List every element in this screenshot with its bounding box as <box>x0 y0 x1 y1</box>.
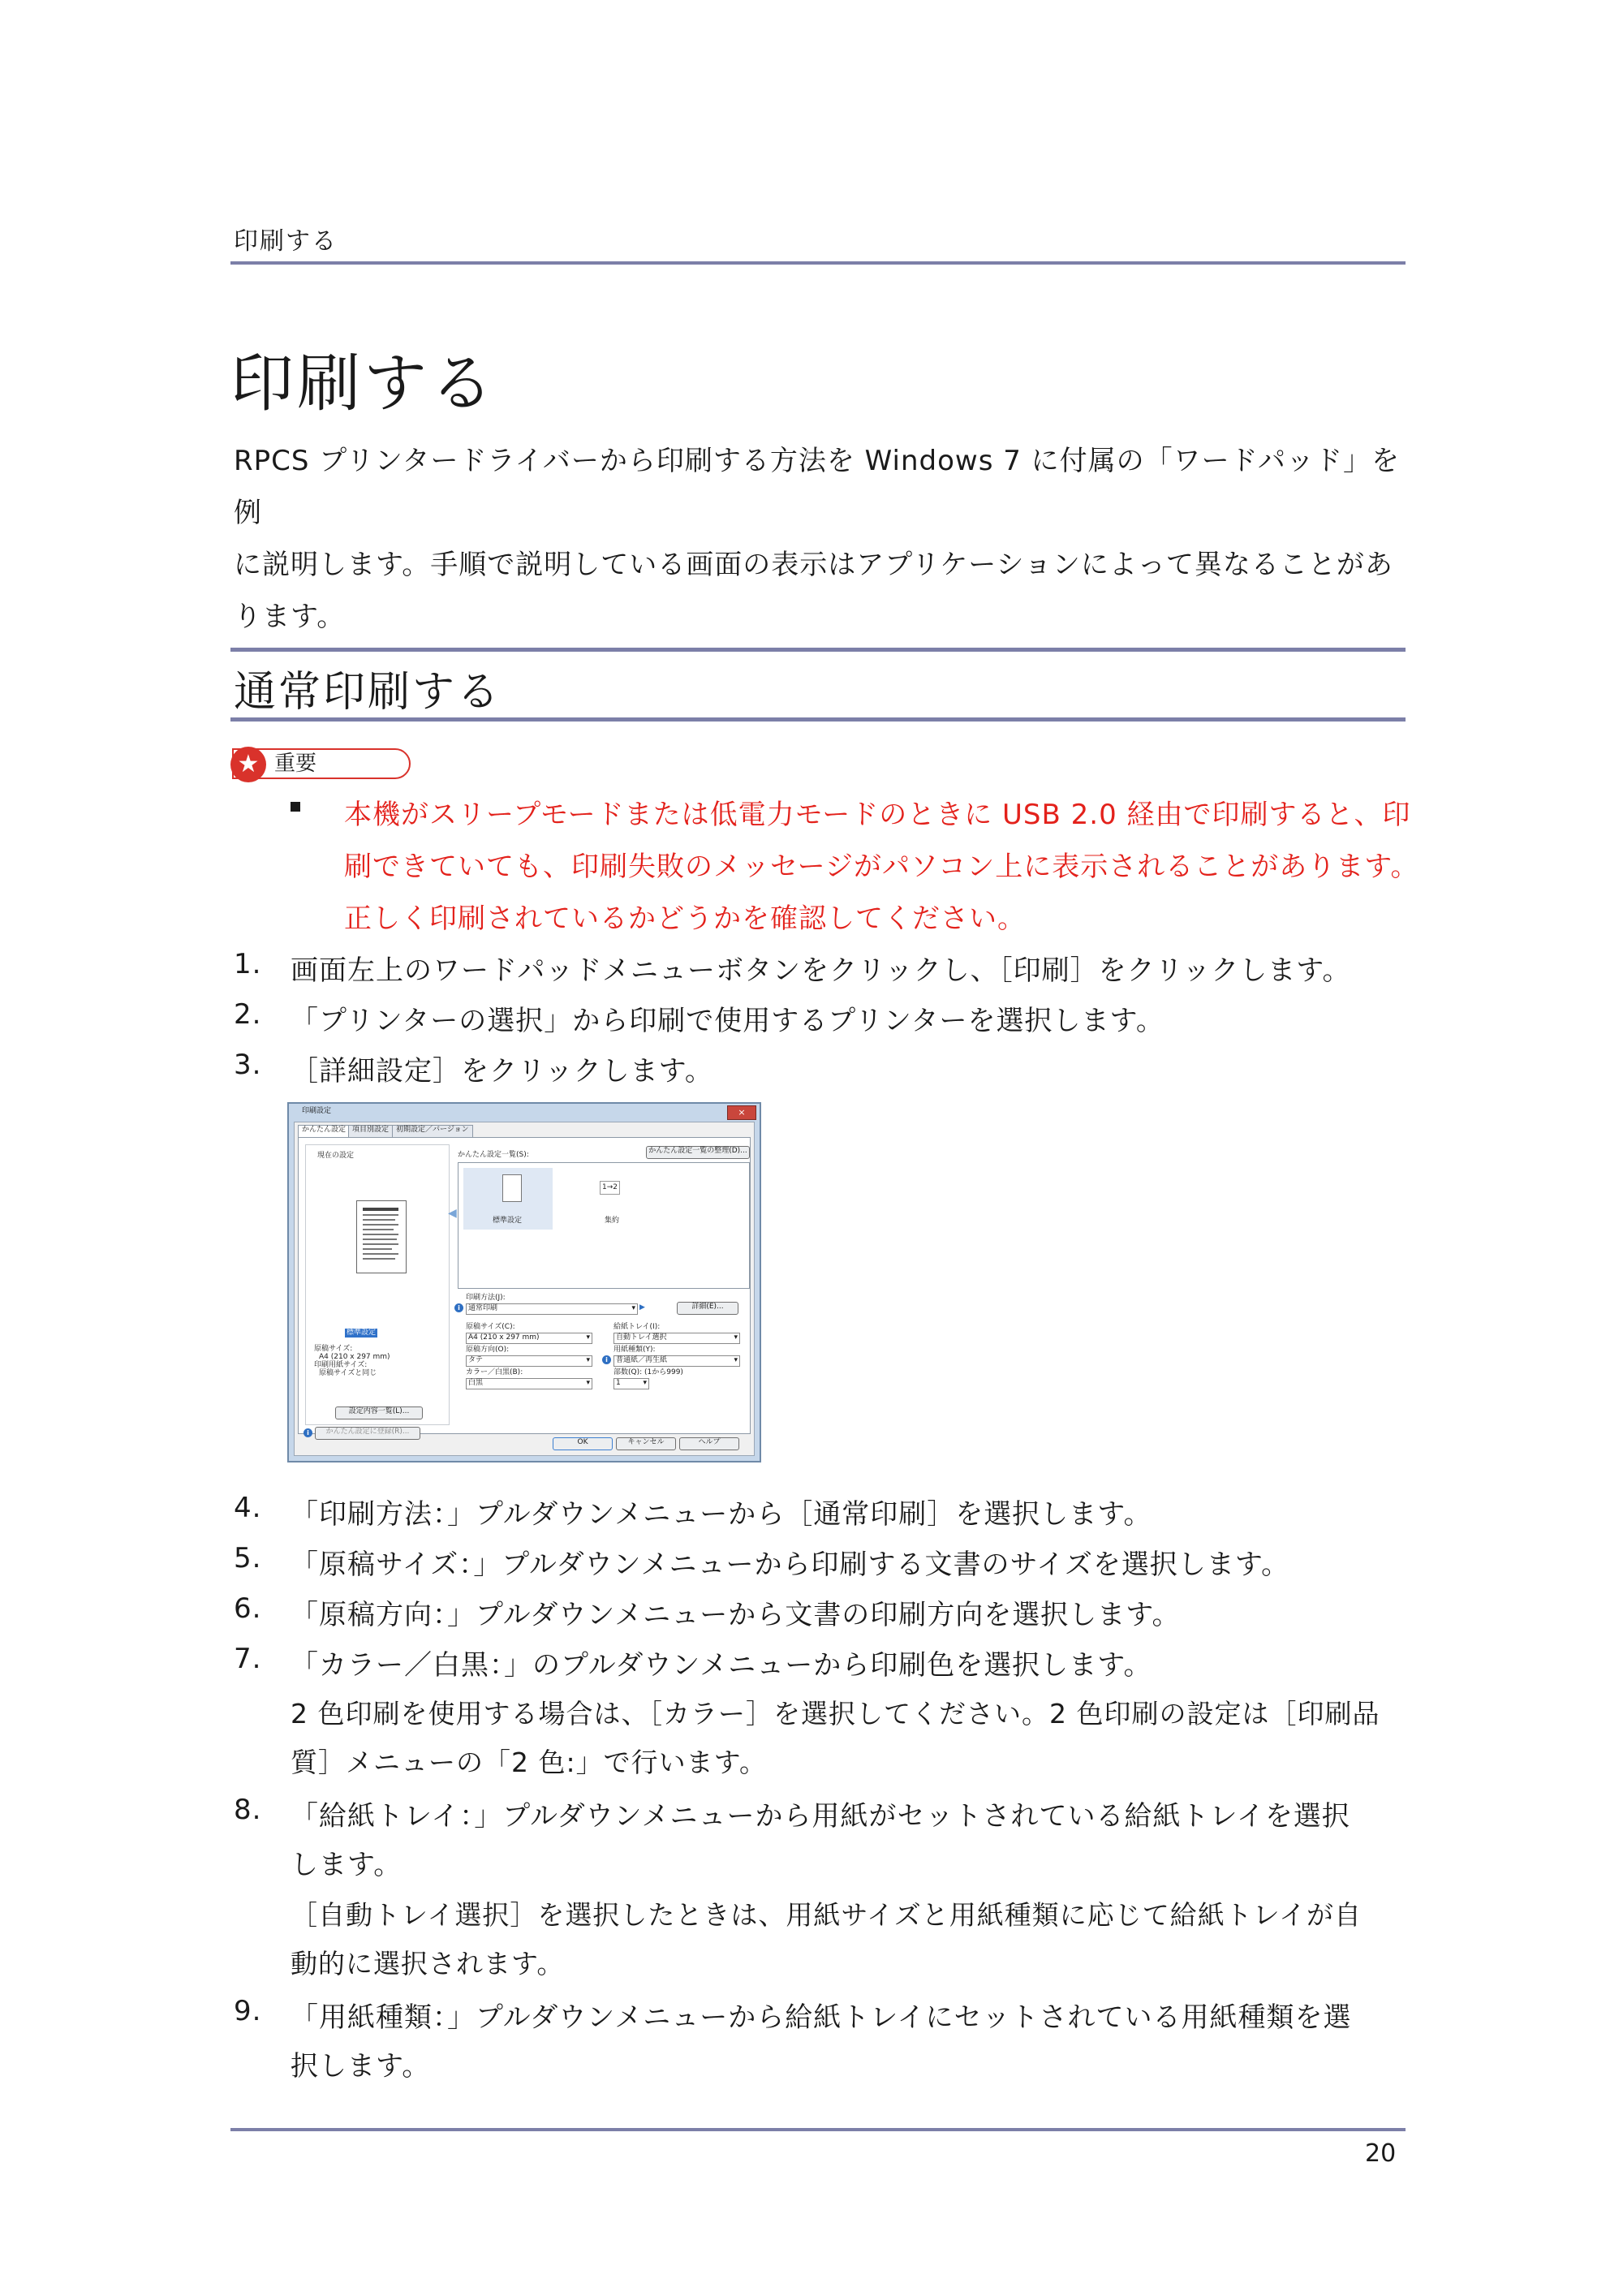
step-number: 7. <box>234 1643 262 1675</box>
intro-line: に説明します。手順で説明している画面の表示はアプリケーションによって異なることがあ <box>234 549 1393 581</box>
section-title: 通常印刷する <box>234 668 502 717</box>
step-7-note: 質］メニューの「2 色:」で行います。 <box>291 1747 767 1778</box>
step-number: 5. <box>234 1542 262 1574</box>
header-rule <box>230 261 1406 265</box>
step-text: 「原稿方向：」プルダウンメニューから文書の印刷方向を選択します。 <box>291 1599 1181 1631</box>
preset-item-standard[interactable] <box>463 1168 553 1230</box>
preview-line <box>363 1253 398 1255</box>
ok-button[interactable]: OK <box>553 1437 613 1450</box>
preview-line <box>363 1224 398 1226</box>
intro-line: ります。 <box>234 601 346 633</box>
print-method-label: 印刷方法(J): <box>466 1294 506 1302</box>
manage-presets-button[interactable]: かんたん設定一覧の整理(D)... <box>646 1146 750 1159</box>
copies-label: 部数(Q): (1から999) <box>613 1368 683 1376</box>
preview-line <box>363 1248 392 1250</box>
bullet-icon <box>291 802 300 812</box>
preset-name: 集約 <box>605 1217 620 1225</box>
important-line: 正しく印刷されているかどうかを確認してください。 <box>344 902 1026 935</box>
step-number: 1. <box>234 948 262 980</box>
scroll-left-icon[interactable]: ◀ <box>448 1207 457 1220</box>
info-icon: i <box>602 1355 611 1364</box>
copies-input[interactable]: 1 ▾ <box>613 1378 649 1389</box>
step-text: 「プリンターの選択」から印刷で使用するプリンターを選択します。 <box>291 1005 1165 1037</box>
summary-line: 原稿サイズ: <box>314 1345 353 1353</box>
step-number: 4. <box>234 1492 262 1524</box>
important-line: 本機がスリープモードまたは低電力モードのときに USB 2.0 経由で印刷すると、印 <box>344 799 1411 831</box>
preset-item-nup[interactable] <box>580 1168 645 1230</box>
settings-panel <box>298 1137 751 1437</box>
paper-type-select[interactable]: 普通紙／再生紙 ▾ <box>613 1355 740 1367</box>
preview-line <box>363 1234 398 1235</box>
step-number: 2. <box>234 998 262 1031</box>
paper-size-select[interactable]: A4 (210 x 297 mm) ▾ <box>466 1333 592 1344</box>
tab-detailed-settings[interactable]: 項目別設定 <box>348 1125 393 1138</box>
print-method-select[interactable]: 通常印刷 ▾ <box>466 1303 638 1315</box>
step-text: 画面左上のワードパッドメニューボタンをクリックし、［印刷］をクリックします。 <box>291 954 1351 987</box>
settings-list-button[interactable]: 設定内容一覧(L)... <box>335 1406 423 1419</box>
step-text: 「カラー／白黒：」のプルダウンメニューから印刷色を選択します。 <box>291 1649 1152 1682</box>
step-number: 9. <box>234 1995 262 2027</box>
step-number: 3. <box>234 1049 262 1081</box>
preview-line <box>363 1208 398 1211</box>
intro-paragraph <box>234 435 1410 643</box>
orientation-select[interactable]: タテ ▾ <box>466 1355 592 1367</box>
preview-line <box>363 1229 394 1230</box>
dialog-body <box>294 1122 755 1456</box>
step-8-continued: します。 <box>291 1849 403 1881</box>
page-title: 印刷する <box>230 347 497 420</box>
step-8-note: 動的に選択されます。 <box>291 1948 565 1979</box>
section-rule-top <box>230 648 1406 652</box>
document-preview <box>356 1200 407 1273</box>
current-settings-label: 現在の設定 <box>317 1152 355 1160</box>
print-settings-dialog <box>287 1102 761 1462</box>
summary-line: 印刷用紙サイズ: <box>314 1361 368 1369</box>
selected-preset-label: 標準設定 <box>347 1329 377 1337</box>
step-number: 8. <box>234 1794 262 1826</box>
step-text: 「用紙種類：」プルダウンメニューから給紙トレイにセットされている用紙種類を選 <box>291 2001 1352 2034</box>
paper-type-label: 用紙種類(Y): <box>613 1346 656 1354</box>
summary-line: 原稿サイズと同じ <box>319 1369 377 1377</box>
summary-line: A4 (210 x 297 mm) <box>319 1353 390 1361</box>
step-text: 「印刷方法：」プルダウンメニューから［通常印刷］を選択します。 <box>291 1498 1152 1531</box>
register-preset-button[interactable]: かんたん設定に登録(R)... <box>315 1427 420 1440</box>
important-note <box>344 789 1423 945</box>
info-icon: i <box>304 1428 312 1437</box>
page-number: 20 <box>1365 2139 1397 2168</box>
preset-list-label: かんたん設定一覧(S): <box>458 1151 529 1159</box>
paper-size-label: 原稿サイズ(C): <box>466 1323 515 1331</box>
footer-rule <box>230 2128 1406 2131</box>
tray-select[interactable]: 自動トレイ選択 ▾ <box>613 1333 740 1344</box>
section-rule-bottom <box>230 717 1406 722</box>
intro-line: RPCS プリンタードライバーから印刷する方法を Windows 7 に付属の「ワードパッド」を例 <box>234 445 1400 529</box>
star-icon: ★ <box>230 747 266 782</box>
running-header: 印刷する <box>234 227 338 256</box>
current-settings-pane <box>305 1144 450 1425</box>
preset-name: 標準設定 <box>493 1217 523 1225</box>
step-text: 「原稿サイズ：」プルダウンメニューから印刷する文書のサイズを選択します。 <box>291 1549 1290 1581</box>
step-text: 「給紙トレイ：」プルダウンメニューから用紙がセットされている給紙トレイを選択 <box>291 1800 1350 1833</box>
help-button[interactable]: ヘルプ <box>679 1437 739 1450</box>
step-number: 6. <box>234 1592 262 1625</box>
tab-defaults-version[interactable]: 初期設定／バージョン <box>392 1125 473 1138</box>
important-label-text: 重要 <box>274 752 317 776</box>
important-line: 刷できていても、印刷失敗のメッセージがパソコン上に表示されることがあります。 <box>344 851 1419 883</box>
document-icon <box>502 1174 522 1202</box>
step-9-continued: 択します。 <box>291 2050 431 2083</box>
orientation-label: 原稿方向(O): <box>466 1346 510 1354</box>
preview-line <box>363 1243 398 1245</box>
preview-line <box>363 1258 395 1260</box>
important-label <box>232 748 411 779</box>
cancel-button[interactable]: キャンセル <box>616 1437 676 1450</box>
preview-line <box>363 1214 398 1216</box>
step-8-note: ［自動トレイ選択］を選択したときは、用紙サイズと用紙種類に応じて給紙トレイが自 <box>291 1899 1363 1931</box>
tray-label: 給紙トレイ(I): <box>613 1323 661 1331</box>
tab-easy-settings[interactable]: かんたん設定 <box>298 1125 350 1138</box>
close-button[interactable]: × <box>727 1105 756 1120</box>
info-icon: i <box>454 1303 463 1312</box>
step-7-note: 2 色印刷を使用する場合は、［カラー］を選択してください。2 色印刷の設定は［印刷品 <box>291 1698 1380 1730</box>
color-select[interactable]: 白黒 ▾ <box>466 1378 592 1389</box>
nup-icon: 1→2 <box>600 1181 620 1195</box>
detail-button[interactable]: 詳細(E)... <box>677 1302 738 1315</box>
play-icon: ▶ <box>639 1303 645 1312</box>
color-label: カラー／白黒(B): <box>466 1368 523 1376</box>
preview-line <box>363 1219 395 1221</box>
dialog-title: 印刷設定 <box>302 1107 332 1115</box>
preview-line <box>363 1238 397 1240</box>
preset-list <box>458 1162 750 1289</box>
step-text: ［詳細設定］をクリックします。 <box>291 1055 713 1088</box>
